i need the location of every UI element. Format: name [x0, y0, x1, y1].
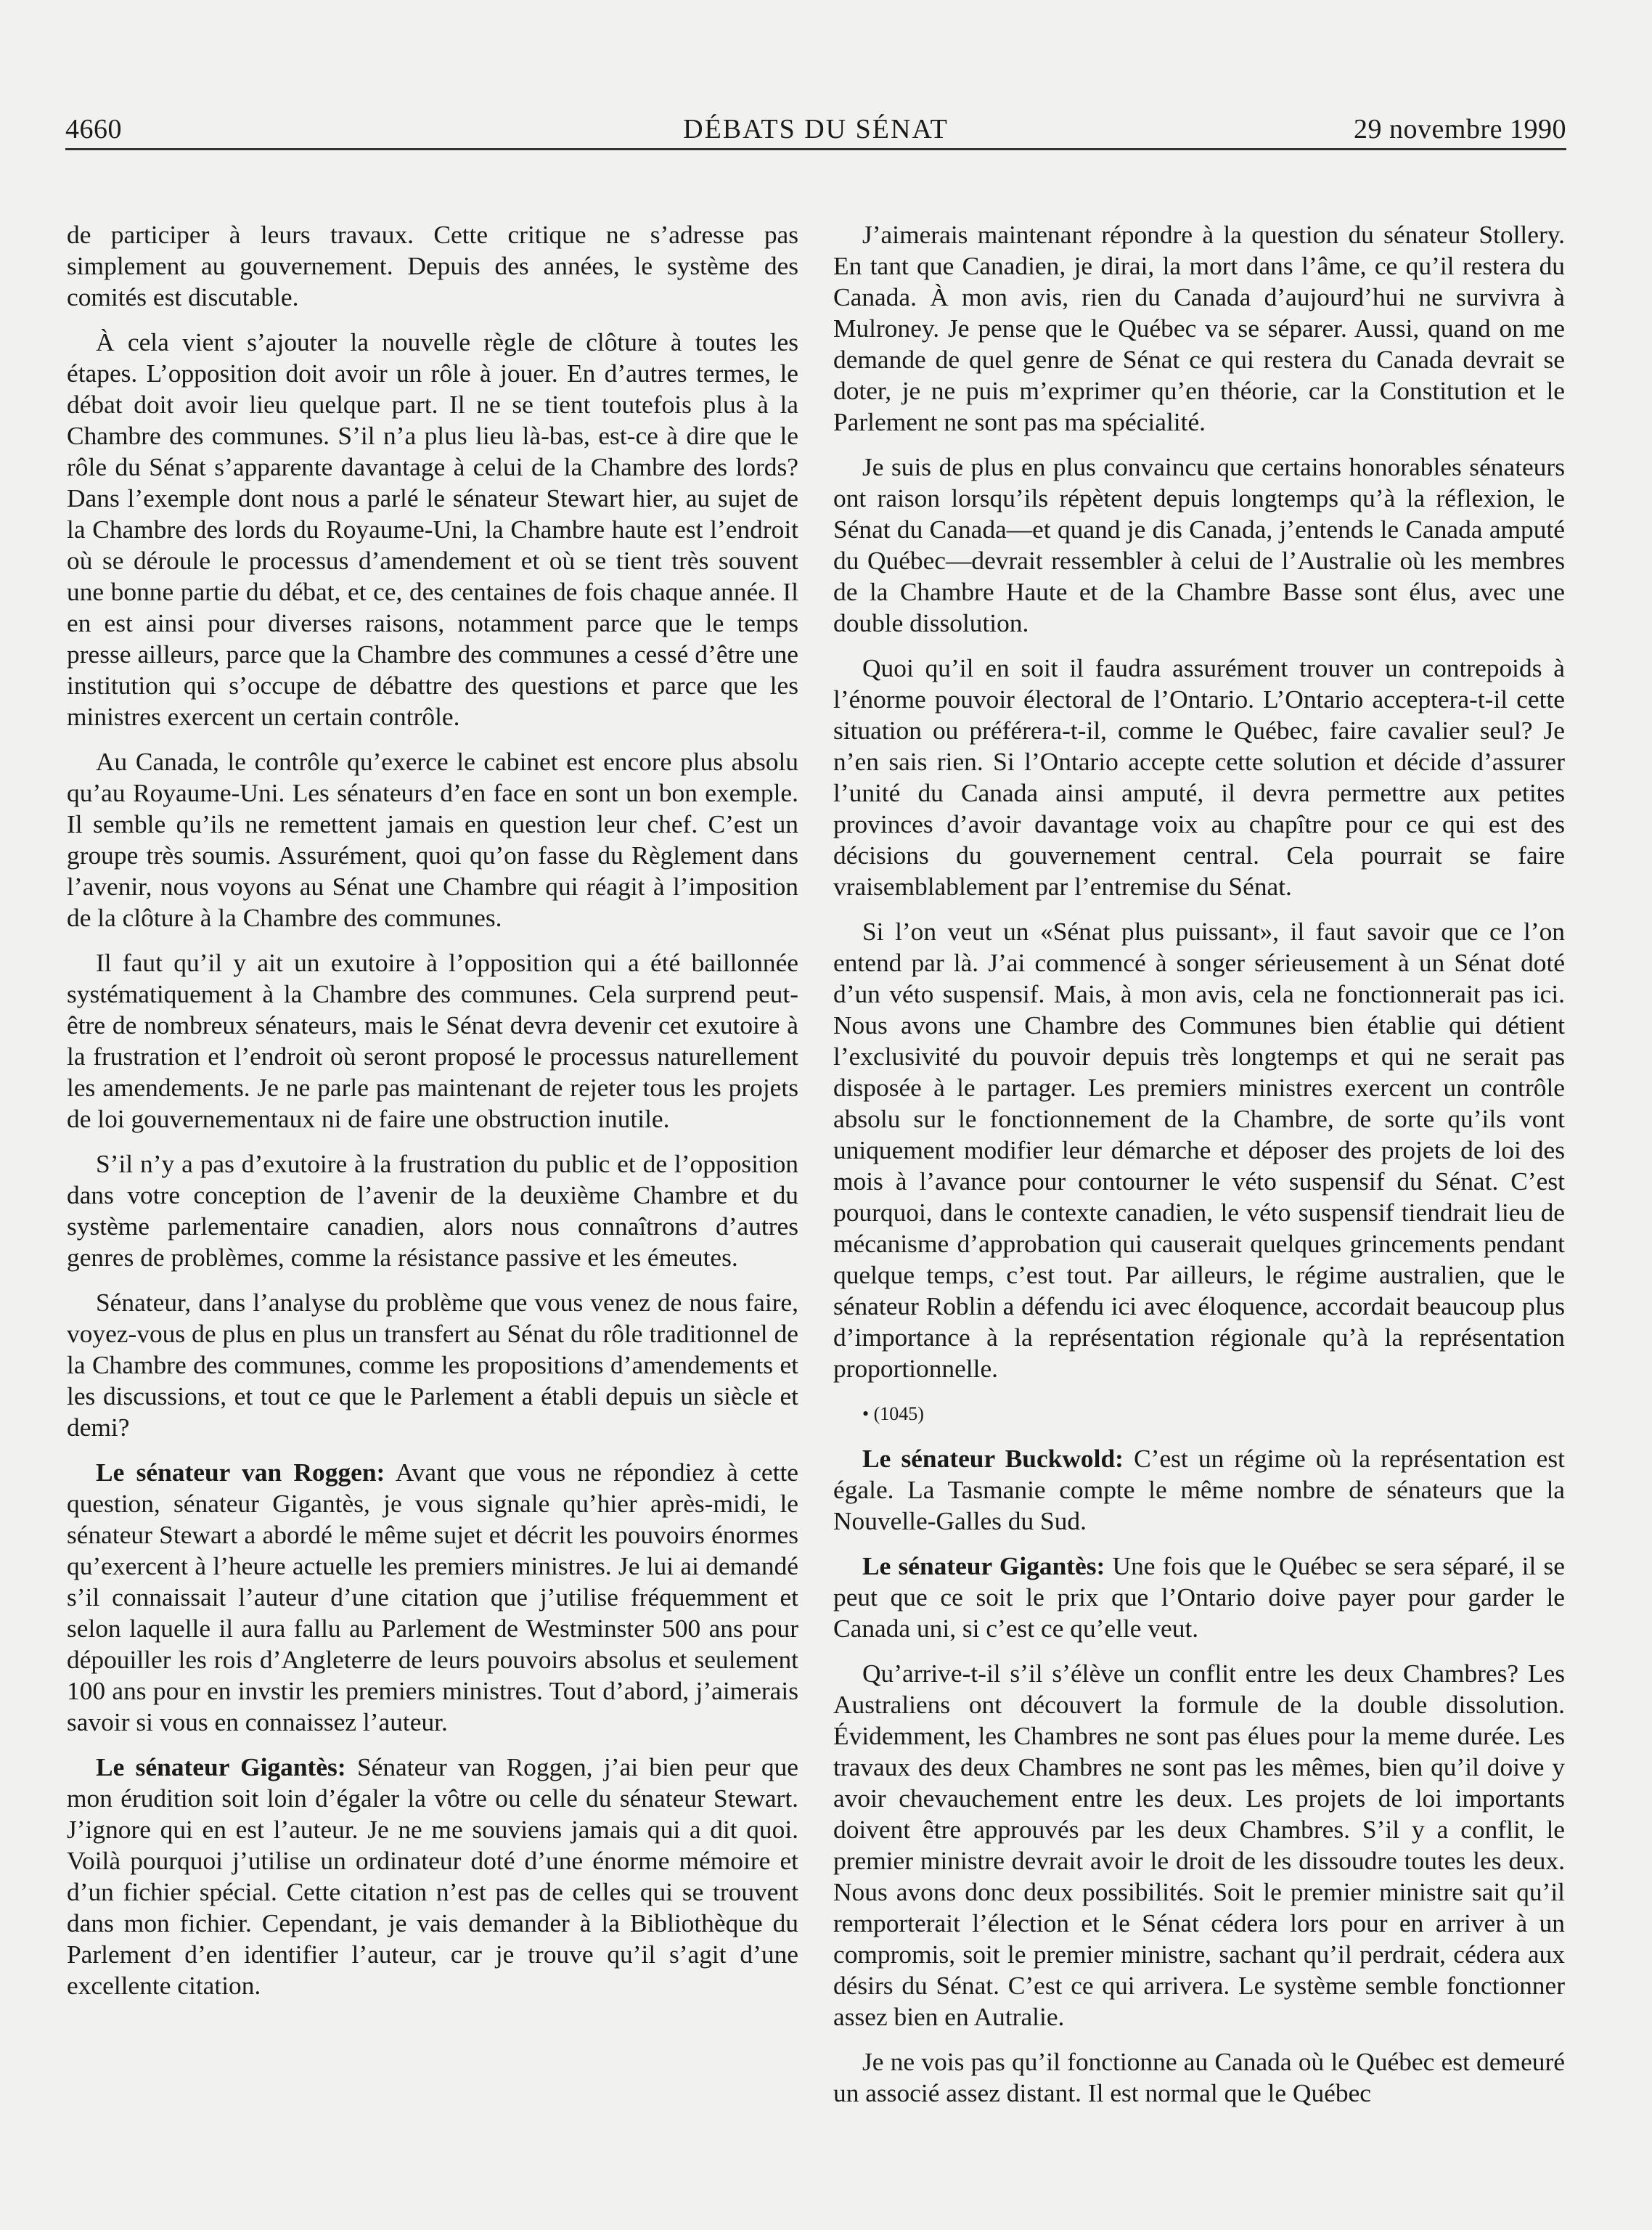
paragraph: S’il n’y a pas d’exutoire à la frustration du public et de l’opposition dans votre conception de l’avenir de la deuxième Chambre et du système parlementaire canadien, alors nous connaîtrons d’autres genres de problèmes, comme la résistance passive et les émeutes.: [67, 1149, 798, 1272]
paragraph: Quoi qu’il en soit il faudra assurément trouver un contrepoids à l’énorme pouvoir électoral de l’Ontario. L’Ontario acceptera-t-il cette situation ou préférera-t-il, comme le Québec, faire cavalier seul? Je n’en sais rien. Si l’Ontario accepte cette solution et décide d’assurer l’unité du Canada ainsi amputé, il devra permettre aux petites provinces d’avoir davantage voix au chapître pour ce qui est des décisions du gouvernement central. Cela pourrait se faire vraisemblablement par l’entremise du Sénat.: [833, 653, 1565, 901]
speaker-name: Le sénateur van Roggen:: [96, 1458, 385, 1487]
speech-paragraph: Le sénateur van Roggen: Avant que vous ne répondiez à cette question, sénateur Gigantès, je vous signale qu’hier après-midi, le sénateur Stewart a abordé le même sujet et décrit les pouvoirs énormes qu’exercent à l’heure actuelle les premiers ministres. Je lui ai demandé s’il connaissait l’auteur d’une citation que j’utilise fréquemment et selon laquelle il aura fallu au Parlement de Westminster 500 ans pour dépouiller les rois d’Angleterre de leurs pouvoirs absolus et seulement 100 ans pour en invstir les premiers ministres. Tout d’abord, j’aimerais savoir si vous en connaissez l’auteur.: [67, 1458, 798, 1736]
right-column: [833, 219, 1565, 2123]
speech-paragraph: Le sénateur Gigantès: Sénateur van Roggen, j’ai bien peur que mon érudition soit loin d’égaler la vôtre ou celle du sénateur Stewart. J’ignore qui en est l’auteur. Je ne me souviens jamais qui a dit quoi. Voilà pourquoi j’utilise un ordinateur doté d’une énorme mémoire et d’un fichier spécial. Cette citation n’est pas de celles qui se trouvent dans mon fichier. Cependant, je vais demander à la Bibliothèque du Parlement d’en identifier l’auteur, car je trouve qu’il s’agit d’une excellente citation.: [67, 1752, 798, 2000]
paragraph: Qu’arrive-t-il s’il s’élève un conflit entre les deux Chambres? Les Australiens ont découvert la formule de la double dissolution. Évidemment, les Chambres ne sont pas élues pour la meme durée. Les travaux des deux Chambres ne sont pas les mêmes, bien qu’il doive y avoir chevauchement entre les deux. Les projets de loi importants doivent être approuvés par les deux Chambres. S’il y a conflit, le premier ministre devrait avoir le droit de les dissoudre toutes les deux. Nous avons donc deux possibilités. Soit le premier ministre sait qu’il remporterait l’élection et le Sénat cédera lors pour en arriver à un compromis, soit le premier ministre, sachant qu’il perdrait, cédera aux désirs du Sénat. C’est ce qui arrivera. Le système semble fonctionner assez bien en Autralie.: [833, 1659, 1565, 2031]
speech-paragraph: Le sénateur Gigantès: Une fois que le Québec se sera séparé, il se peut que ce soit le prix que l’Ontario doive payer pour garder le Canada uni, si c’est ce qu’elle veut.: [833, 1551, 1565, 1643]
paragraph: J’aimerais maintenant répondre à la question du sénateur Stollery. En tant que Canadien, je dirai, la mort dans l’âme, ce qu’il restera du Canada. À mon avis, rien du Canada d’aujourd’hui ne survivra à Mulroney. Je pense que le Québec va se séparer. Aussi, quand on me demande de quel genre de Sénat ce qui restera du Canada devrait se doter, je ne puis m’exprimer qu’en théorie, car la Constitution et le Parlement ne sont pas ma spécialité.: [833, 220, 1565, 436]
paragraph: Il faut qu’il y ait un exutoire à l’opposition qui a été baillonnée systématiquement à la Chambre des communes. Cela surprend peut-être de nombreux sénateurs, mais le Sénat devra devenir cet exutoire à la frustration et l’endroit où seront proposé le processus naturellement les amendements. Je ne parle pas maintenant de rejeter tous les projets de loi gouvernementaux ni de faire une obstruction inutile.: [67, 948, 798, 1133]
paragraph: Au Canada, le contrôle qu’exerce le cabinet est encore plus absolu qu’au Royaume-Uni. Les sénateurs d’en face en sont un bon exemple. Il semble qu’ils ne remettent jamais en question leur chef. C’est un groupe très soumis. Assurément, quoi qu’on fasse du Règlement dans l’avenir, nous voyons au Sénat une Chambre qui réagit à l’imposition de la clôture à la Chambre des communes.: [67, 747, 798, 932]
paragraph: Je suis de plus en plus convaincu que certains honorables sénateurs ont raison lorsqu’ils répètent depuis longtemps qu’à la réflexion, le Sénat du Canada—et quand je dis Canada, j’entends le Canada amputé du Québec—devrait ressembler à celui de l’Australie où les membres de la Chambre Haute et de la Chambre Basse sont élus, avec une double dissolution.: [833, 452, 1565, 637]
speaker-name: Le sénateur Gigantès:: [96, 1752, 346, 1781]
paragraph: de participer à leurs travaux. Cette critique ne s’adresse pas simplement au gouvernement. Depuis des années, le système des comités est discutable.: [67, 220, 798, 311]
publication-title: DÉBATS DU SÉNAT: [683, 114, 949, 144]
paragraph: Si l’on veut un «Sénat plus puissant», il faut savoir que ce l’on entend par là. J’ai commencé à songer sérieusement à un Sénat doté d’un véto suspensif. Mais, à mon avis, cela ne fonctionnerait pas ici. Nous avons une Chambre des Communes bien établie qui détient l’exclusivité du pouvoir depuis très longtemps et qui ne serait pas disposée à le partager. Les premiers ministres exercent un contrôle absolu sur le fonctionnement de la Chambre, de sorte qu’ils vont uniquement modifier leur démarche et déposer des projets de loi des mois à l’avance pour contourner le véto suspensif du Sénat. C’est pourquoi, dans le contexte canadien, le véto suspensif tiendrait lieu de mécanisme d’approbation qui causerait quelques grincements pendant quelque temps, c’est tout. Par ailleurs, le régime australien, que le sénateur Roblin a défendu ici avec éloquence, accordait beaucoup plus d’importance à la représentation régionale qu’à la représentation proportionnelle.: [833, 917, 1565, 1383]
speech-paragraph: Le sénateur Buckwold: C’est un régime où la représentation est égale. La Tasmanie compte le même nombre de sénateurs que la Nouvelle-Galles du Sud.: [833, 1444, 1565, 1535]
paragraph: À cela vient s’ajouter la nouvelle règle de clôture à toutes les étapes. L’opposition doit avoir un rôle à jouer. En d’autres termes, le débat doit avoir lieu quelque part. Il ne se tient toutefois plus à la Chambre des communes. S’il n’a plus lieu là-bas, est-ce à dire que le rôle du Sénat s’apparente davantage à celui de la Chambre des lords? Dans l’exemple dont nous a parlé le sénateur Stewart hier, au sujet de la Chambre des lords du Royaume-Uni, la Chambre haute est l’endroit où se déroule le processus d’amendement et où se tient très souvent une bonne partie du débat, et ce, des centaines de fois chaque année. Il en est ainsi pour diverses raisons, notamment parce que le temps presse ailleurs, parce que la Chambre des communes a cessé d’être une institution qui s’occupe de débattre des questions et parce que les ministres exercent un certain contrôle.: [67, 327, 798, 731]
page-number: 4660: [65, 114, 122, 144]
publication-date: 29 novembre 1990: [1354, 114, 1566, 144]
paragraph: Sénateur, dans l’analyse du problème que vous venez de nous faire, voyez-vous de plus en plus un transfert au Sénat du rôle traditionnel de la Chambre des communes, comme les propositions d’amendements et les discussions, et tout ce que le Parlement a établi depuis un siècle et demi?: [67, 1288, 798, 1442]
page-header: [65, 107, 1566, 150]
speaker-name: Le sénateur Buckwold:: [862, 1444, 1124, 1473]
speaker-name: Le sénateur Gigantès:: [862, 1551, 1105, 1580]
left-column: [67, 219, 798, 2015]
paragraph: Je ne vois pas qu’il fonctionne au Canada où le Québec est demeuré un associé assez distant. Il est normal que le Québec: [833, 2047, 1565, 2107]
time-marker: • (1045): [862, 1403, 924, 1424]
